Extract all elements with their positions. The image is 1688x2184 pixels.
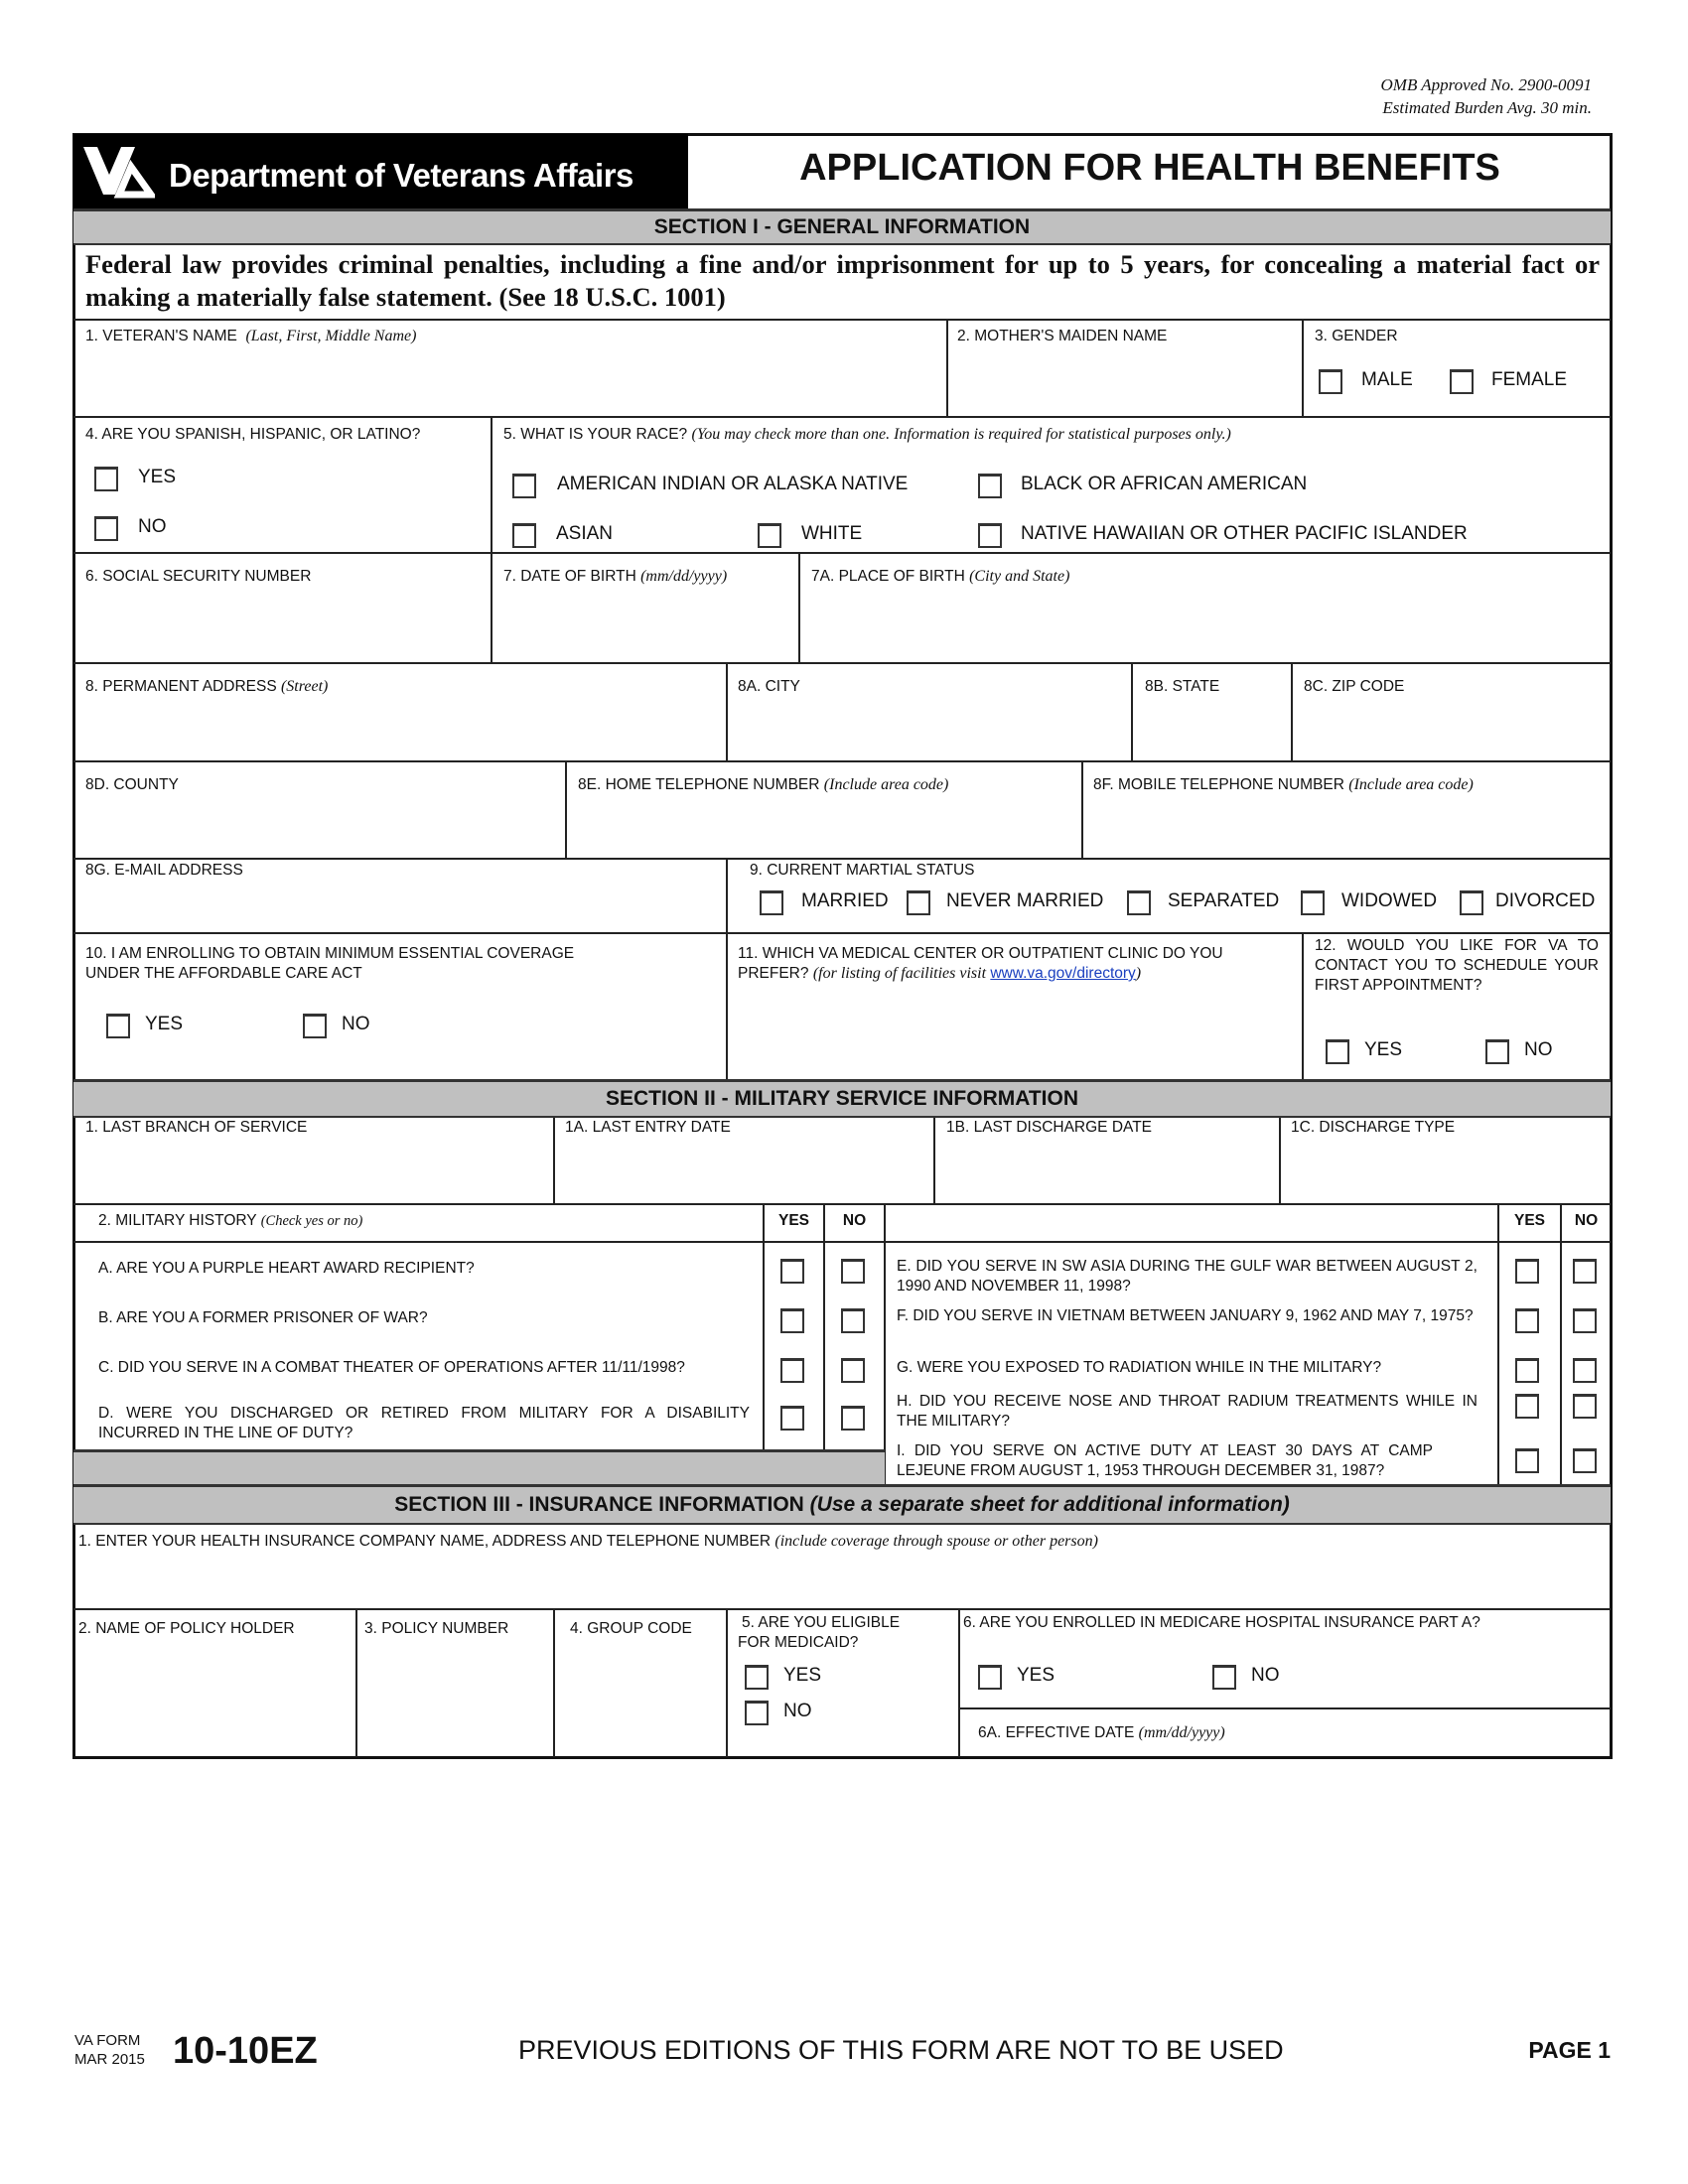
military-history-label: 2. MILITARY HISTORY (Check yes or no) bbox=[98, 1212, 363, 1229]
question-g-yes-checkbox[interactable] bbox=[1515, 1358, 1539, 1383]
aca-yes-label: YES bbox=[145, 1014, 184, 1034]
medicaid-no-label: NO bbox=[783, 1701, 812, 1721]
va-logo-icon bbox=[79, 141, 155, 201]
place-of-birth-field[interactable] bbox=[801, 590, 1610, 661]
home-phone-field[interactable] bbox=[568, 798, 1080, 856]
branch-label: 1. LAST BRANCH OF SERVICE bbox=[85, 1119, 308, 1136]
section-3-header bbox=[73, 1484, 1611, 1525]
marital-widowed-label: WIDOWED bbox=[1341, 890, 1438, 911]
history-no-header-left: NO bbox=[842, 1212, 867, 1229]
aca-yes-checkbox[interactable] bbox=[106, 1014, 130, 1038]
race-black-label: BLACK OR AFRICAN AMERICAN bbox=[1021, 474, 1308, 494]
insurance-company-field[interactable] bbox=[75, 1555, 1610, 1607]
question-a: A. ARE YOU A PURPLE HEART AWARD RECIPIENT? bbox=[98, 1260, 475, 1277]
contact-no-checkbox[interactable] bbox=[1485, 1039, 1509, 1064]
question-b: B. ARE YOU A FORMER PRISONER OF WAR? bbox=[98, 1309, 428, 1326]
question-d-no-checkbox[interactable] bbox=[841, 1406, 865, 1431]
question-g: G. WERE YOU EXPOSED TO RADIATION WHILE IN THE MILITARY? bbox=[897, 1359, 1382, 1376]
race-asian-label: ASIAN bbox=[556, 523, 614, 544]
va-directory-link[interactable]: www.va.gov/directory bbox=[990, 965, 1136, 982]
omb-number: OMB Approved No. 2900-0091 bbox=[1380, 75, 1592, 94]
group-code-label: 4. GROUP CODE bbox=[570, 1620, 692, 1637]
group-code-field[interactable] bbox=[556, 1642, 725, 1756]
entry-date-label: 1A. LAST ENTRY DATE bbox=[565, 1119, 731, 1136]
medicare-no-label: NO bbox=[1251, 1665, 1280, 1686]
race-pacific-islander-checkbox[interactable] bbox=[978, 523, 1002, 548]
race-american-indian-label: AMERICAN INDIAN OR ALASKA NATIVE bbox=[557, 474, 909, 494]
email-field[interactable] bbox=[75, 884, 725, 931]
veteran-name-field[interactable] bbox=[75, 349, 945, 415]
insurance-company-label: 1. ENTER YOUR HEALTH INSURANCE COMPANY NAME, ADDRESS AND TELEPHONE NUMBER (include coverage through spouse or other person) bbox=[78, 1533, 1098, 1550]
question-c-yes-checkbox[interactable] bbox=[780, 1358, 804, 1383]
agency-name: Department of Veterans Affairs bbox=[169, 157, 633, 194]
contact-yes-checkbox[interactable] bbox=[1326, 1039, 1349, 1064]
question-i: I. DID YOU SERVE ON ACTIVE DUTY AT LEAST 30 DAYS AT CAMP LEJEUNE FROM AUGUST 1, 1953 THROUGH DECEMBER 31, 1987? bbox=[897, 1442, 1433, 1479]
county-label: 8D. COUNTY bbox=[85, 776, 179, 793]
history-yes-header-right: YES bbox=[1513, 1212, 1545, 1229]
section-2-title: SECTION II - MILITARY SERVICE INFORMATION bbox=[605, 1087, 1079, 1110]
mothers-maiden-name-field[interactable] bbox=[949, 349, 1301, 415]
policy-number-label: 3. POLICY NUMBER bbox=[364, 1620, 509, 1637]
medicare-label: 6. ARE YOU ENROLLED IN MEDICARE HOSPITAL INSURANCE PART A? bbox=[963, 1614, 1480, 1631]
ssn-label: 6. SOCIAL SECURITY NUMBER bbox=[85, 568, 312, 585]
zip-field[interactable] bbox=[1294, 700, 1610, 759]
dob-field[interactable] bbox=[493, 590, 797, 661]
gender-female-label: FEMALE bbox=[1491, 369, 1568, 390]
gender-male-checkbox[interactable] bbox=[1319, 369, 1342, 394]
history-yes-header-left: YES bbox=[777, 1212, 809, 1229]
hispanic-label: 4. ARE YOU SPANISH, HISPANIC, OR LATINO? bbox=[85, 426, 421, 443]
marital-status-label: 9. CURRENT MARTIAL STATUS bbox=[750, 862, 975, 879]
question-f-yes-checkbox[interactable] bbox=[1515, 1308, 1539, 1333]
mothers-maiden-name-label: 2. MOTHER'S MAIDEN NAME bbox=[957, 328, 1168, 344]
question-c-no-checkbox[interactable] bbox=[841, 1358, 865, 1383]
city-label: 8A. CITY bbox=[738, 678, 800, 695]
question-i-yes-checkbox[interactable] bbox=[1515, 1448, 1539, 1473]
policy-number-field[interactable] bbox=[358, 1642, 552, 1756]
branch-field[interactable] bbox=[75, 1140, 552, 1201]
va-facility-label-line2: PREFER? (for listing of facilities visit www.va.gov/directory) bbox=[738, 965, 1142, 982]
question-f-no-checkbox[interactable] bbox=[1573, 1308, 1597, 1333]
mobile-phone-label: 8F. MOBILE TELEPHONE NUMBER (Include area code) bbox=[1093, 776, 1474, 793]
section-3-hint: (Use a separate sheet for additional information) bbox=[809, 1493, 1290, 1516]
discharge-type-field[interactable] bbox=[1282, 1140, 1610, 1201]
marital-married-checkbox[interactable] bbox=[760, 890, 783, 915]
section-1-title: SECTION I - GENERAL INFORMATION bbox=[653, 215, 1031, 238]
effective-date-field[interactable] bbox=[1142, 1711, 1609, 1755]
question-h-no-checkbox[interactable] bbox=[1573, 1394, 1597, 1419]
home-phone-label: 8E. HOME TELEPHONE NUMBER (Include area code) bbox=[578, 776, 949, 793]
dob-label: 7. DATE OF BIRTH (mm/dd/yyyy) bbox=[503, 568, 728, 585]
question-d-yes-checkbox[interactable] bbox=[780, 1406, 804, 1431]
hispanic-no-label: NO bbox=[138, 516, 167, 537]
aca-no-checkbox[interactable] bbox=[303, 1014, 327, 1038]
question-g-no-checkbox[interactable] bbox=[1573, 1358, 1597, 1383]
medicare-yes-label: YES bbox=[1017, 1665, 1055, 1686]
gender-male-label: MALE bbox=[1361, 369, 1413, 390]
address-label: 8. PERMANENT ADDRESS (Street) bbox=[85, 678, 329, 695]
county-field[interactable] bbox=[75, 798, 564, 856]
state-field[interactable] bbox=[1134, 700, 1290, 759]
marital-widowed-checkbox[interactable] bbox=[1301, 890, 1325, 915]
veteran-name-label: 1. VETERAN'S NAME (Last, First, Middle Name) bbox=[85, 328, 417, 344]
mobile-phone-field[interactable] bbox=[1084, 798, 1610, 856]
section-1-header bbox=[73, 208, 1611, 245]
medicaid-yes-label: YES bbox=[783, 1665, 822, 1686]
address-field[interactable] bbox=[75, 700, 725, 759]
medicaid-label-line1: 5. ARE YOU ELIGIBLE bbox=[742, 1614, 901, 1631]
marital-never-married-checkbox[interactable] bbox=[907, 890, 930, 915]
medicaid-label-line2: FOR MEDICAID? bbox=[738, 1634, 859, 1651]
race-white-checkbox[interactable] bbox=[758, 523, 781, 548]
va-facility-field[interactable] bbox=[729, 989, 1301, 1078]
state-label: 8B. STATE bbox=[1145, 678, 1220, 695]
policy-holder-label: 2. NAME OF POLICY HOLDER bbox=[78, 1620, 295, 1637]
marital-married-label: MARRIED bbox=[801, 890, 889, 911]
question-c: C. DID YOU SERVE IN A COMBAT THEATER OF OPERATIONS AFTER 11/11/1998? bbox=[98, 1359, 685, 1376]
question-b-no-checkbox[interactable] bbox=[841, 1308, 865, 1333]
gender-female-checkbox[interactable] bbox=[1450, 369, 1474, 394]
section-3-title: SECTION III - INSURANCE INFORMATION bbox=[394, 1493, 804, 1516]
race-white-label: WHITE bbox=[801, 523, 863, 544]
form-title: APPLICATION FOR HEALTH BENEFITS bbox=[799, 147, 1500, 189]
aca-no-label: NO bbox=[342, 1014, 370, 1034]
marital-separated-checkbox[interactable] bbox=[1127, 890, 1151, 915]
discharge-type-label: 1C. DISCHARGE TYPE bbox=[1291, 1119, 1456, 1136]
race-american-indian-checkbox[interactable] bbox=[512, 474, 536, 498]
contact-appointment-label: 12. WOULD YOU LIKE FOR VA TO CONTACT YOU TO SCHEDULE YOUR FIRST APPOINTMENT? bbox=[1315, 937, 1599, 994]
medicaid-no-checkbox[interactable] bbox=[745, 1701, 769, 1725]
gender-label: 3. GENDER bbox=[1315, 328, 1398, 344]
aca-label-line2: UNDER THE AFFORDABLE CARE ACT bbox=[85, 965, 362, 982]
question-e-no-checkbox[interactable] bbox=[1573, 1259, 1597, 1284]
aca-label-line1: 10. I AM ENROLLING TO OBTAIN MINIMUM ESSENTIAL COVERAGE bbox=[85, 945, 575, 962]
page-number: PAGE 1 bbox=[1528, 2037, 1611, 2063]
policy-holder-field[interactable] bbox=[75, 1642, 354, 1756]
zip-label: 8C. ZIP CODE bbox=[1304, 678, 1405, 695]
question-d: D. WERE YOU DISCHARGED OR RETIRED FROM MILITARY FOR A DISABILITY INCURRED IN THE LINE OF DUTY? bbox=[98, 1405, 750, 1441]
question-a-yes-checkbox[interactable] bbox=[780, 1259, 804, 1284]
history-no-header-right: NO bbox=[1574, 1212, 1599, 1229]
contact-yes-label: YES bbox=[1364, 1039, 1403, 1060]
question-h-yes-checkbox[interactable] bbox=[1515, 1394, 1539, 1419]
discharge-date-field[interactable] bbox=[936, 1140, 1278, 1201]
question-e-yes-checkbox[interactable] bbox=[1515, 1259, 1539, 1284]
question-a-no-checkbox[interactable] bbox=[841, 1259, 865, 1284]
marital-divorced-label: DIVORCED bbox=[1495, 890, 1596, 911]
place-of-birth-label: 7A. PLACE OF BIRTH (City and State) bbox=[811, 568, 1070, 585]
race-asian-checkbox[interactable] bbox=[512, 523, 536, 548]
entry-date-field[interactable] bbox=[556, 1140, 932, 1201]
va-facility-label-line1: 11. WHICH VA MEDICAL CENTER OR OUTPATIENT CLINIC DO YOU bbox=[738, 945, 1223, 962]
question-f: F. DID YOU SERVE IN VIETNAM BETWEEN JANUARY 9, 1962 AND MAY 7, 1975? bbox=[897, 1307, 1474, 1324]
question-h: H. DID YOU RECEIVE NOSE AND THROAT RADIUM TREATMENTS WHILE IN THE MILITARY? bbox=[897, 1393, 1477, 1430]
marital-separated-label: SEPARATED bbox=[1168, 890, 1280, 911]
hispanic-no-checkbox[interactable] bbox=[94, 516, 118, 541]
discharge-date-label: 1B. LAST DISCHARGE DATE bbox=[946, 1119, 1153, 1136]
section-2-header bbox=[73, 1079, 1611, 1118]
effective-date-label: 6A. EFFECTIVE DATE (mm/dd/yyyy) bbox=[978, 1724, 1225, 1741]
va-form-label: VA FORM bbox=[74, 2032, 141, 2049]
form-date: MAR 2015 bbox=[74, 2051, 145, 2068]
medicare-yes-checkbox[interactable] bbox=[978, 1665, 1002, 1690]
hispanic-yes-label: YES bbox=[138, 467, 177, 487]
medicaid-yes-checkbox[interactable] bbox=[745, 1665, 769, 1690]
medicare-no-checkbox[interactable] bbox=[1212, 1665, 1236, 1690]
question-i-no-checkbox[interactable] bbox=[1573, 1448, 1597, 1473]
race-pacific-islander-label: NATIVE HAWAIIAN OR OTHER PACIFIC ISLANDER bbox=[1021, 523, 1468, 544]
question-b-yes-checkbox[interactable] bbox=[780, 1308, 804, 1333]
form-number: 10-10EZ bbox=[173, 2030, 318, 2072]
city-field[interactable] bbox=[729, 700, 1130, 759]
ssn-field[interactable] bbox=[75, 590, 489, 661]
previous-editions-notice: PREVIOUS EDITIONS OF THIS FORM ARE NOT TO BE USED bbox=[518, 2035, 1284, 2065]
race-label: 5. WHAT IS YOUR RACE? (You may check more than one. Information is required for statistical purposes only.) bbox=[503, 426, 1231, 443]
gray-filler bbox=[73, 1449, 885, 1485]
burden-estimate: Estimated Burden Avg. 30 min. bbox=[1382, 98, 1592, 117]
marital-never-married-label: NEVER MARRIED bbox=[946, 890, 1104, 911]
email-label: 8G. E-MAIL ADDRESS bbox=[85, 862, 243, 879]
legal-warning: Federal law provides criminal penalties, including a fine and/or imprisonment for up to 5 years, for concealing a material fact or making a materially false statement. (See 18 U.S.C. 1001) bbox=[85, 249, 1600, 312]
race-black-checkbox[interactable] bbox=[978, 474, 1002, 498]
hispanic-yes-checkbox[interactable] bbox=[94, 467, 118, 491]
contact-no-label: NO bbox=[1524, 1039, 1553, 1060]
marital-divorced-checkbox[interactable] bbox=[1460, 890, 1483, 915]
question-e: E. DID YOU SERVE IN SW ASIA DURING THE GULF WAR BETWEEN AUGUST 2, 1990 AND NOVEMBER 11, 1998? bbox=[897, 1258, 1477, 1295]
